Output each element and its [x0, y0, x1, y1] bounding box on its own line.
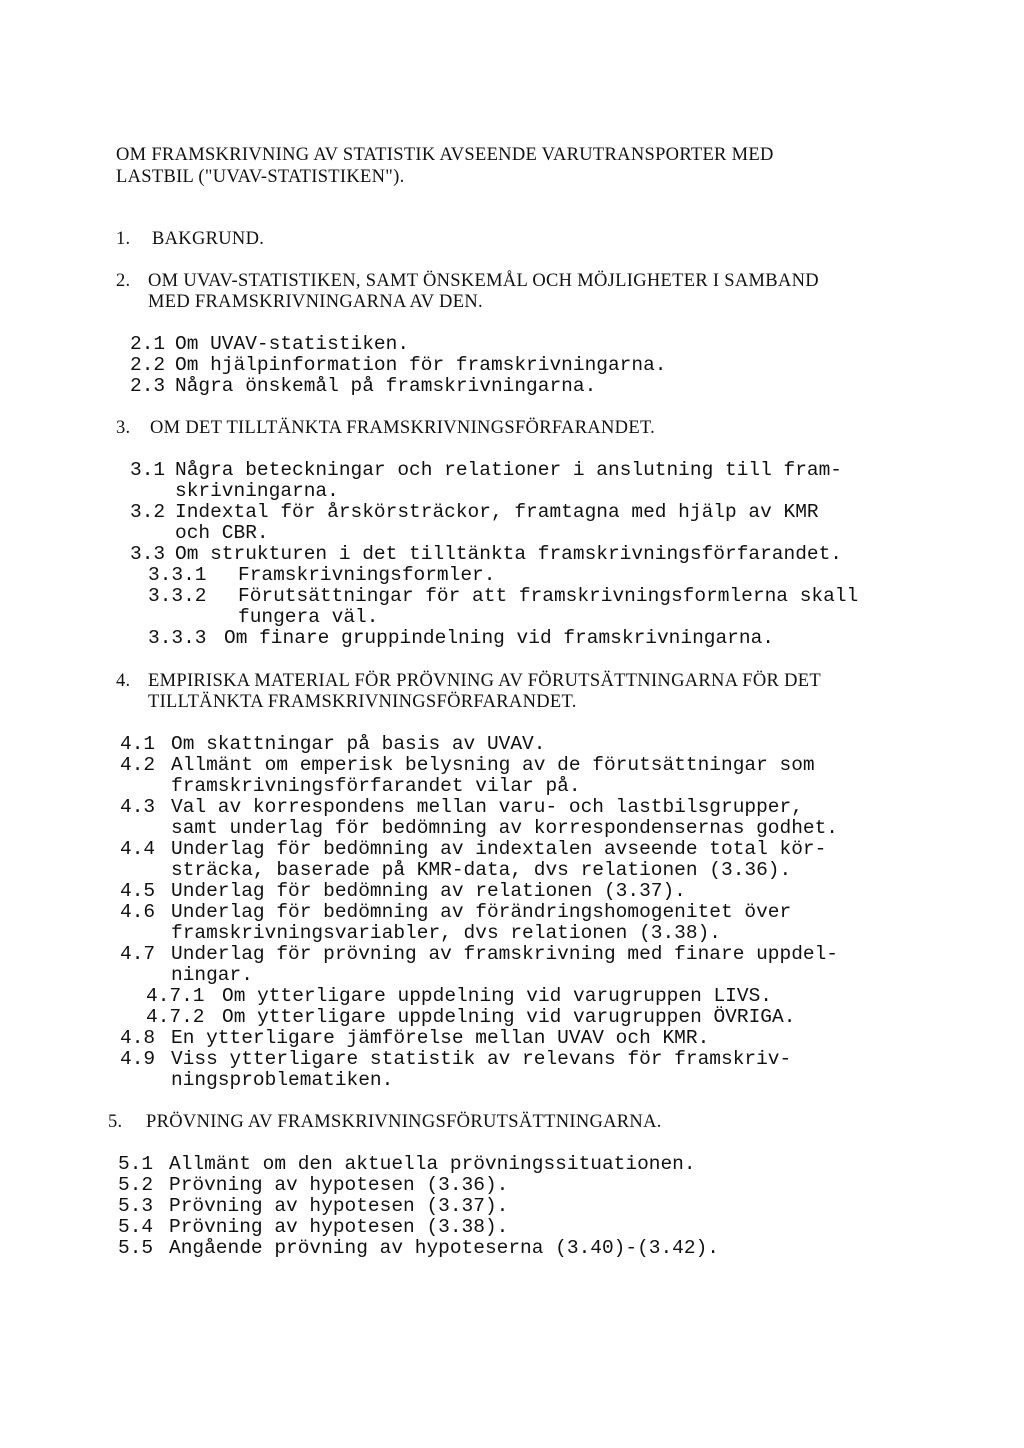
item-text: Om ytterligare uppdelning vid varugruppen ÖVRIGA. — [222, 1006, 796, 1028]
item-text: Några beteckningar och relationer i anslutning till fram- — [175, 459, 843, 481]
item-text: Om ytterligare uppdelning vid varugruppen LIVS. — [222, 985, 772, 1007]
item-number: 3.2 — [130, 501, 166, 523]
item-text: Indextal för årskörsträckor, framtagna med hjälp av KMR — [175, 501, 819, 523]
item-text: Prövning av hypotesen (3.38). — [169, 1216, 509, 1238]
section-1-heading: BAKGRUND. — [152, 229, 265, 249]
item-text: framskrivningsförfarandet vilar på. — [171, 775, 581, 797]
item-number: 2.2 — [130, 354, 166, 376]
item-number: 4.7 — [120, 943, 156, 965]
item-text: Om skattningar på basis av UVAV. — [171, 733, 546, 755]
item-text: Allmänt om den aktuella prövningssituationen. — [169, 1153, 696, 1175]
item-number: 3.3.1 — [148, 564, 207, 586]
item-number: 4.5 — [120, 880, 156, 902]
item-number: 5.4 — [118, 1216, 154, 1238]
item-text: framskrivningsvariabler, dvs relationen (3.38). — [171, 922, 721, 944]
item-number: 5.1 — [118, 1153, 154, 1175]
item-text: Om UVAV-statistiken. — [175, 333, 410, 355]
item-number: 5.5 — [118, 1237, 154, 1259]
item-text: Om finare gruppindelning vid framskrivningarna. — [224, 627, 774, 649]
item-text: Framskrivningsformler. — [238, 564, 496, 586]
item-text: En ytterligare jämförelse mellan UVAV och KMR. — [171, 1027, 710, 1049]
doc-title-line-2: LASTBIL ("UVAV-STATISTIKEN"). — [116, 167, 405, 187]
item-text: Val av korrespondens mellan varu- och lastbilsgrupper, — [171, 796, 803, 818]
item-text: Några önskemål på framskrivningarna. — [175, 375, 597, 397]
item-number: 4.9 — [120, 1048, 156, 1070]
item-number: 4.2 — [120, 754, 156, 776]
item-text: Viss ytterligare statistik av relevans för framskriv- — [171, 1048, 792, 1070]
item-number: 3.3 — [130, 543, 166, 565]
item-number: 2.1 — [130, 333, 166, 355]
item-number: 4.6 — [120, 901, 156, 923]
item-text: Underlag för bedömning av relationen (3.37). — [171, 880, 686, 902]
item-number: 4.3 — [120, 796, 156, 818]
item-number: 3.3.3 — [148, 627, 207, 649]
item-text: och CBR. — [175, 522, 269, 544]
item-number: 4.7.1 — [146, 985, 205, 1007]
item-number: 4.1 — [120, 733, 156, 755]
section-3-number: 3. — [116, 418, 131, 438]
item-text: skrivningarna. — [175, 480, 339, 502]
item-number: 2.3 — [130, 375, 166, 397]
section-4-heading-line-2: TILLTÄNKTA FRAMSKRIVNINGSFÖRFARANDET. — [148, 692, 577, 712]
section-5-heading: PRÖVNING AV FRAMSKRIVNINGSFÖRUTSÄTTNINGARNA. — [146, 1112, 662, 1132]
item-text: Underlag för bedömning av förändringshomogenitet över — [171, 901, 792, 923]
section-4-heading-line-1: EMPIRISKA MATERIAL FÖR PRÖVNING AV FÖRUTSÄTTNINGARNA FÖR DET — [148, 671, 821, 691]
item-number: 4.4 — [120, 838, 156, 860]
item-text: ningar. — [171, 964, 253, 986]
item-text: Om strukturen i det tilltänkta framskrivningsförfarandet. — [175, 543, 843, 565]
section-2-heading-line-2: MED FRAMSKRIVNINGARNA AV DEN. — [148, 292, 483, 312]
item-number: 5.2 — [118, 1174, 154, 1196]
item-text: Prövning av hypotesen (3.36). — [169, 1174, 509, 1196]
item-number: 4.7.2 — [146, 1006, 205, 1028]
item-text: Angående prövning av hypoteserna (3.40)-(3.42). — [169, 1237, 719, 1259]
doc-title-line-1: OM FRAMSKRIVNING AV STATISTIK AVSEENDE VARUTRANSPORTER MED — [116, 145, 774, 165]
item-text: samt underlag för bedömning av korrespondensernas godhet. — [171, 817, 839, 839]
item-text: fungera väl. — [238, 606, 379, 628]
item-text: Allmänt om emperisk belysning av de förutsättningar som — [171, 754, 815, 776]
item-text: Om hjälpinformation för framskrivningarna. — [175, 354, 667, 376]
section-1-number: 1. — [116, 229, 131, 249]
item-number: 4.8 — [120, 1027, 156, 1049]
section-2-number: 2. — [116, 271, 131, 291]
section-4-number: 4. — [116, 671, 131, 691]
item-text: Underlag för bedömning av indextalen avseende total kör- — [171, 838, 827, 860]
item-text: sträcka, baserade på KMR-data, dvs relationen (3.36). — [171, 859, 792, 881]
item-text: Underlag för prövning av framskrivning med finare uppdel- — [171, 943, 839, 965]
item-number: 5.3 — [118, 1195, 154, 1217]
item-text: Förutsättningar för att framskrivningsformlerna skall — [238, 585, 859, 607]
section-2-heading-line-1: OM UVAV-STATISTIKEN, SAMT ÖNSKEMÅL OCH MÖJLIGHETER I SAMBAND — [148, 271, 819, 291]
item-text: ningsproblematiken. — [171, 1069, 394, 1091]
section-3-heading: OM DET TILLTÄNKTA FRAMSKRIVNINGSFÖRFARANDET. — [150, 418, 656, 438]
item-number: 3.3.2 — [148, 585, 207, 607]
section-5-number: 5. — [108, 1112, 123, 1132]
item-number: 3.1 — [130, 459, 166, 481]
item-text: Prövning av hypotesen (3.37). — [169, 1195, 509, 1217]
